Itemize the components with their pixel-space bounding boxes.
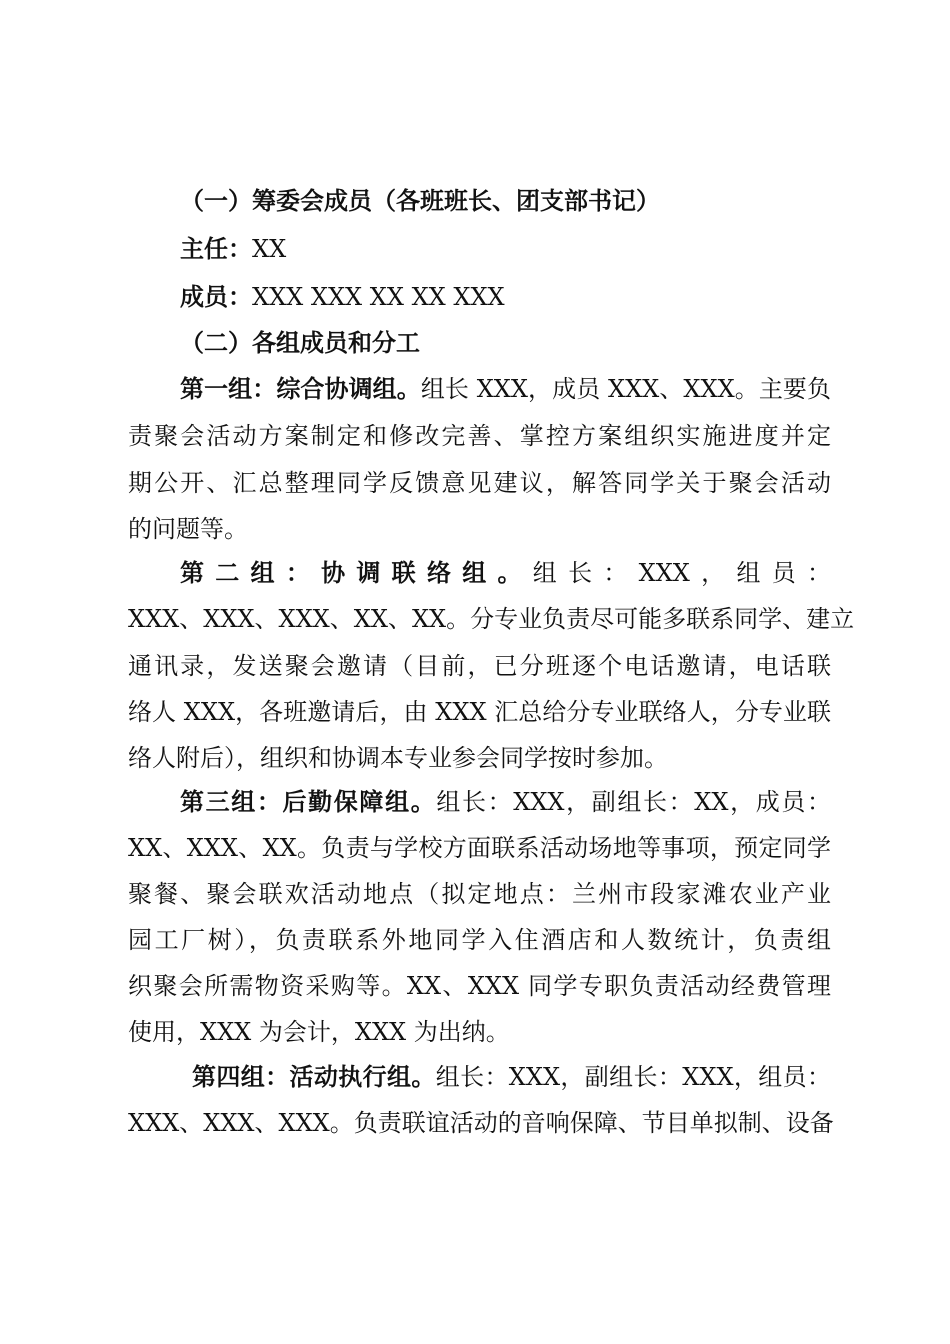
group2-line-5: 络人附后），组织和协调本专业参会同学按时参加。 (128, 744, 668, 772)
group4-line-2: XXX、XXX、XXX。负责联谊活动的音响保障、节目单拟制、设备 (128, 1109, 834, 1137)
director-label: 主任： (180, 234, 252, 263)
group3-line-3: 聚餐、聚会联欢活动地点（拟定地点：兰州市段家滩农业产业 (128, 880, 831, 908)
group2-line-1 (180, 558, 831, 588)
group4-line-1 (192, 1062, 831, 1092)
director-line (180, 234, 286, 264)
group1-line-4: 的问题等。 (128, 515, 248, 543)
group3-title: 第三组：后勤保障组。 (180, 787, 437, 816)
director-value: XX (252, 235, 287, 263)
group1-title: 第一组：综合协调组。 (180, 374, 421, 403)
group2-line-3: 通讯录，发送聚会邀请（目前，已分班逐个电话邀请，电话联 (128, 652, 831, 680)
group1-line-2: 责聚会活动方案制定和修改完善、掌控方案组织实施进度并定 (128, 422, 831, 450)
group4-text-1: 组长：XXX，副组长：XXX，组员： (435, 1063, 832, 1091)
group3-line-5: 织聚会所需物资采购等。XX、XXX 同学专职负责活动经费管理 (128, 972, 831, 1000)
group3-line-2: XX、XXX、XX。负责与学校方面联系活动场地等事项，预定同学 (128, 834, 831, 862)
section2-heading: （二）各组成员和分工 (180, 328, 420, 357)
section1-heading: （一）筹委会成员（各班班长、团支部书记） (180, 186, 660, 215)
group4-title: 第四组：活动执行组。 (192, 1062, 436, 1091)
members-value: XXX XXX XX XX XXX (252, 283, 505, 311)
members-line (180, 282, 505, 312)
group3-line-4: 园工厂树），负责联系外地同学入住酒店和人数统计，负责组 (128, 926, 831, 954)
group3-text-1: 组长：XXX，副组长：XX，成员： (436, 788, 832, 816)
group3-line-6: 使用，XXX 为会计，XXX 为出纳。 (128, 1018, 510, 1046)
group2-text-1: 组长：XXX，组员： (532, 559, 832, 587)
group2-line-2: XXX、XXX、XXX、XX、XX。分专业负责尽可能多联系同学、建立 (128, 605, 855, 633)
group2-line-4: 络人 XXX，各班邀请后，由 XXX 汇总给分专业联络人，分专业联 (128, 698, 831, 726)
group1-line-1 (180, 374, 831, 404)
group3-line-1 (180, 787, 831, 817)
group1-text-1: 组长 XXX，成员 XXX、XXX。主要负 (420, 375, 832, 403)
group1-line-3: 期公开、汇总整理同学反馈意见建议，解答同学关于聚会活动 (128, 469, 831, 497)
members-label: 成员： (180, 282, 252, 311)
group2-title: 第二组：协调联络组。 (180, 558, 533, 587)
